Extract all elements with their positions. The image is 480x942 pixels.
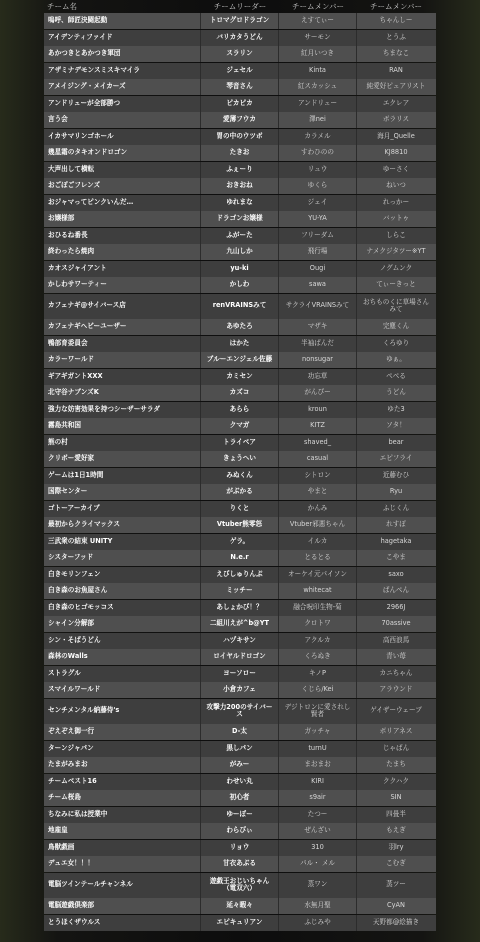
team-member-1-cell: sawa — [279, 277, 357, 293]
table-row — [44, 699, 436, 724]
team-leader-cell: 黒しパン — [201, 741, 279, 757]
team-leader-cell: クマガ — [201, 418, 279, 434]
team-leader-cell: えびしゅりんぷ — [201, 567, 279, 583]
team-leader-cell: N.e.r — [201, 550, 279, 566]
team-leader-cell: 二組川えが^b@YT — [201, 616, 279, 632]
team-name-cell: 電脳遊戯倶楽部 — [44, 898, 201, 914]
table-row — [44, 435, 436, 451]
team-name-cell: 白き森のヒゴモッコス — [44, 600, 201, 616]
table-row — [44, 162, 436, 178]
table-row — [44, 195, 436, 211]
team-member-1-cell: ジェイ — [279, 195, 357, 211]
team-member-1-cell: 澤nei — [279, 112, 357, 128]
team-leader-cell: ふがーた — [201, 228, 279, 244]
table-row — [44, 319, 436, 335]
team-leader-cell: ゆーぼー — [201, 807, 279, 823]
team-member-2-cell: とうふ — [386, 32, 406, 41]
header-team-name: チーム名 — [47, 2, 77, 11]
table-row — [44, 261, 436, 277]
team-name-cell: 大声出して横転 — [44, 162, 201, 178]
table-row — [44, 46, 436, 62]
team-member-2-cell: bear — [388, 437, 404, 446]
team-leader-cell: あゆたろ — [201, 319, 279, 335]
team-member-1-cell: Ougi — [279, 261, 357, 277]
table-row — [44, 807, 436, 823]
table-row — [44, 517, 436, 533]
team-member-2-cell: ナメクジタツー※YT — [366, 247, 426, 256]
team-leader-cell: おきおね — [201, 178, 279, 194]
team-leader-cell: ヨーソロー — [201, 666, 279, 682]
team-name-cell: 鳥獣戯画 — [44, 840, 201, 856]
team-member-1-cell: turnU — [279, 741, 357, 757]
table-row — [44, 649, 436, 665]
team-name-cell: 言う会 — [44, 112, 201, 128]
team-leader-cell: Vtuber熊零怒 — [201, 517, 279, 533]
team-leader-cell: あしょかび！？ — [201, 600, 279, 616]
team-name-cell: アザミナデモンスミスキマイラ — [44, 63, 201, 79]
table-row — [44, 402, 436, 418]
team-member-2-cell: しらこ — [386, 230, 406, 239]
table-row — [44, 550, 436, 566]
team-leader-cell: わせい丸 — [201, 774, 279, 790]
table-row — [44, 856, 436, 872]
team-member-2-cell: 天野都@絵描き — [372, 917, 420, 926]
table-row — [44, 757, 436, 773]
table-row — [44, 244, 436, 260]
team-member-2-cell: 海月_Quelle — [377, 131, 415, 140]
team-member-1-cell: シトロン — [279, 468, 357, 484]
team-name-cell: 終わったら焼肉 — [44, 244, 201, 260]
team-leader-cell: 琴音さん — [201, 79, 279, 95]
team-member-1-cell: サーモン — [279, 30, 357, 46]
table-row — [44, 724, 436, 740]
team-member-2-cell: れすぽ — [386, 520, 406, 529]
team-leader-cell: リョウ — [201, 840, 279, 856]
table-row — [44, 418, 436, 434]
team-member-2-cell: ゆた3 — [387, 404, 405, 413]
table-row — [44, 451, 436, 467]
team-name-cell: カフェナギヘビーユーザー — [44, 319, 201, 335]
team-member-2-cell: ばんぺん — [382, 586, 410, 595]
team-member-1-cell: アンドリュー — [279, 96, 357, 112]
team-name-cell: 幾星霜のタキオンドロゴン — [44, 145, 201, 161]
table-row — [44, 211, 436, 227]
table-row — [44, 178, 436, 194]
team-name-cell: シスターフッド — [44, 550, 201, 566]
team-member-1-cell: casual — [279, 451, 357, 467]
team-name-cell: 鴨部育委員会 — [44, 336, 201, 352]
team-leader-cell: がぶかる — [201, 484, 279, 500]
team-member-1-cell: 紅スカッシュ — [279, 79, 357, 95]
team-name-cell: お嬢様部 — [44, 211, 201, 227]
team-member-2-cell: じゃばん — [382, 743, 410, 752]
team-member-2-cell: エピフライ — [379, 454, 413, 463]
team-leader-cell: 延々暇々 — [201, 898, 279, 914]
team-member-2-cell: てぃーきっと — [376, 280, 416, 289]
team-member-2-cell: KJ8810 — [384, 148, 408, 157]
team-member-2-cell: ボリアネス — [379, 727, 413, 736]
team-member-1-cell: 蒸ワン — [279, 873, 357, 898]
team-name-cell: カラーワールド — [44, 352, 201, 368]
team-member-1-cell: キノP — [279, 666, 357, 682]
team-name-cell: イカサマリンゴホール — [44, 129, 201, 145]
team-leader-cell: スラリン — [201, 46, 279, 62]
team-name-cell: センチメンタル納藤侍's — [44, 699, 201, 724]
team-member-1-cell: nonsugar — [279, 352, 357, 368]
team-member-1-cell: すわひのの — [279, 145, 357, 161]
team-leader-cell: 小倉カフェ — [201, 682, 279, 698]
team-member-1-cell: まおまお — [279, 757, 357, 773]
team-name-cell: おごぽごフレンズ — [44, 178, 201, 194]
team-member-2-cell: こやま — [386, 553, 406, 562]
team-member-2-cell: カニちゃん — [379, 668, 413, 677]
team-member-1-cell: Vtuber邪悪ちゃん — [279, 517, 357, 533]
team-member-2-cell: アラウンド — [379, 685, 413, 694]
team-leader-cell: ジェセル — [201, 63, 279, 79]
team-member-2-cell: 青い苺 — [386, 652, 406, 661]
team-name-cell: おひるね番長 — [44, 228, 201, 244]
table-row — [44, 873, 436, 898]
table-row — [44, 385, 436, 401]
team-leader-cell: わらびぃ — [201, 823, 279, 839]
team-name-cell: シャイン分解部 — [44, 616, 201, 632]
team-name-cell: チーム桜島 — [44, 790, 201, 806]
team-member-1-cell: パル・ メル — [279, 856, 357, 872]
team-leader-cell: トライベア — [201, 435, 279, 451]
team-name-cell: とうほくザウルス — [44, 915, 201, 931]
team-leader-cell: ゲラ。 — [201, 534, 279, 550]
team-member-2-cell: SIN — [390, 793, 402, 802]
team-member-1-cell: ゆくら — [279, 178, 357, 194]
team-leader-cell: 胃の中のウツボ — [201, 129, 279, 145]
team-name-cell: 森林のWalls — [44, 649, 201, 665]
team-member-2-cell: ゲイザーウェーブ — [370, 706, 422, 715]
team-name-cell: あかつきとあかつき軍団 — [44, 46, 201, 62]
team-member-2-cell: バットゥ — [382, 214, 410, 223]
team-name-cell: カフェナギ@サイバース店 — [44, 294, 201, 319]
team-member-1-cell: ふじみや — [279, 915, 357, 931]
team-member-1-cell: ぜんざい — [279, 823, 357, 839]
team-leader-cell: ふぇーり — [201, 162, 279, 178]
table-row — [44, 534, 436, 550]
table-row — [44, 633, 436, 649]
team-leader-cell: 甘衣あぶる — [201, 856, 279, 872]
team-member-2-cell: ちゃんしー — [379, 16, 413, 25]
team-member-1-cell: KIRI — [279, 774, 357, 790]
table-row — [44, 468, 436, 484]
team-name-cell: 電脳ツインテールチャンネル — [44, 873, 201, 898]
team-name-cell: ギアギガントXXX — [44, 369, 201, 385]
team-member-2-cell: ゆーさく — [382, 164, 410, 173]
team-member-1-cell: リュウ — [279, 162, 357, 178]
team-leader-cell: きょうへい — [201, 451, 279, 467]
team-name-cell: カオスジャイアント — [44, 261, 201, 277]
team-member-2-cell: 蒸ツー — [386, 880, 406, 889]
team-leader-cell: yu-ki — [201, 261, 279, 277]
team-member-1-cell: Kinta — [279, 63, 357, 79]
table-row — [44, 666, 436, 682]
table-row — [44, 600, 436, 616]
team-member-2-cell: ふじくん — [382, 503, 410, 512]
team-leader-cell: ロイヤルドロゴン — [201, 649, 279, 665]
team-member-1-cell: がんぴー — [279, 385, 357, 401]
team-member-2-cell: おちものくに草場さんみて — [363, 297, 429, 313]
team-member-2-cell: 純愛好ピュアリスト — [366, 82, 426, 91]
team-leader-cell: 遊戯王おじいちゃん（電双六） — [201, 873, 279, 898]
team-member-2-cell: くろゆり — [382, 338, 410, 347]
team-member-2-cell: ねいつ — [386, 181, 406, 190]
team-member-1-cell: イルカ — [279, 534, 357, 550]
table-header — [44, 0, 436, 13]
table-row — [44, 567, 436, 583]
team-name-cell: 国際センター — [44, 484, 201, 500]
team-name-cell: 地雇皇 — [44, 823, 201, 839]
team-member-2-cell: たまち — [386, 760, 406, 769]
team-member-1-cell: s9air — [279, 790, 357, 806]
team-name-cell: ちなみに私は授業中 — [44, 807, 201, 823]
team-leader-cell: カミセン — [201, 369, 279, 385]
team-name-cell: ゲームは1日1時間 — [44, 468, 201, 484]
table-row — [44, 96, 436, 112]
team-member-1-cell: くろぬき — [279, 649, 357, 665]
team-name-cell: ターンジャパン — [44, 741, 201, 757]
header-team-member-1: チームメンバー — [292, 2, 344, 11]
table-row — [44, 774, 436, 790]
team-member-1-cell: たつー — [279, 807, 357, 823]
team-member-2-cell: こむぎ — [386, 859, 406, 868]
team-leader-cell: 攻撃力200のサイバース — [201, 699, 279, 724]
team-member-2-cell: 四畳半 — [386, 809, 406, 818]
table-row — [44, 112, 436, 128]
team-member-1-cell: ガッチャ — [279, 724, 357, 740]
team-leader-cell: りくと — [201, 501, 279, 517]
team-member-2-cell: ちまなこ — [382, 49, 410, 58]
table-row — [44, 30, 436, 46]
team-leader-cell: はかた — [201, 336, 279, 352]
team-member-2-cell: ノグムンク — [379, 263, 413, 272]
team-member-2-cell: hagetaka — [380, 536, 412, 545]
table-row — [44, 369, 436, 385]
team-leader-cell: ピカピカ — [201, 96, 279, 112]
team-leader-cell: ドラゴンお嬢様 — [201, 211, 279, 227]
team-member-1-cell: とるとる — [279, 550, 357, 566]
team-member-2-cell: ソタ！ — [386, 421, 406, 430]
team-leader-cell: renVRAINSみて — [201, 294, 279, 319]
team-name-cell: かしわサワーティー — [44, 277, 201, 293]
team-name-cell: アンドリューが全部勝つ — [44, 96, 201, 112]
team-member-1-cell: やまと — [279, 484, 357, 500]
table-row — [44, 682, 436, 698]
team-name-cell: 最初からクライマックス — [44, 517, 201, 533]
team-member-2-cell: ゆぁ。 — [386, 355, 406, 364]
team-member-1-cell: フリーダム — [279, 228, 357, 244]
team-name-cell: 強力な妨害効果を持つシーザーサラダ — [44, 402, 201, 418]
team-leader-cell: ハヅキサン — [201, 633, 279, 649]
team-member-1-cell: デジトロンに愛されし賢者 — [279, 699, 357, 724]
team-leader-cell: トロマグロドラゴン — [201, 13, 279, 29]
team-leader-cell: エピキュリアン — [201, 915, 279, 931]
team-member-2-cell: もえぎ — [386, 826, 406, 835]
team-name-cell: デュエ女！！！ — [44, 856, 201, 872]
team-member-2-cell: うどん — [386, 388, 406, 397]
table-row — [44, 915, 436, 931]
team-name-cell: シン・そばうどん — [44, 633, 201, 649]
team-member-1-cell: 紅月いつき — [279, 46, 357, 62]
team-member-1-cell: 水無月聖 — [279, 898, 357, 914]
team-member-1-cell: 功忘草 — [279, 369, 357, 385]
team-member-2-cell: 2966J — [386, 602, 406, 611]
team-member-1-cell: 融合呪印生物-菊 — [279, 600, 357, 616]
table-row — [44, 583, 436, 599]
team-member-2-cell: CyAN — [387, 901, 405, 910]
team-member-2-cell: RAN — [389, 65, 403, 74]
header-team-member-2: チームメンバー — [370, 2, 422, 11]
table-row — [44, 823, 436, 839]
team-name-cell: アメイジング・メイカーズ — [44, 79, 201, 95]
team-member-1-cell: 飛行場 — [279, 244, 357, 260]
team-member-2-cell: 高西浪馬 — [382, 635, 410, 644]
team-name-cell: 白きモリンフェン — [44, 567, 201, 583]
team-leader-cell: あらら — [201, 402, 279, 418]
table-row — [44, 898, 436, 914]
team-member-2-cell: 完塵くん — [382, 322, 410, 331]
team-member-1-cell: かんみ — [279, 501, 357, 517]
table-row — [44, 294, 436, 319]
team-name-cell: 霧島共和国 — [44, 418, 201, 434]
team-leader-cell: みぬくん — [201, 468, 279, 484]
team-name-cell: クリボー愛好家 — [44, 451, 201, 467]
team-member-2-cell: 羽lry — [388, 842, 404, 851]
table-row — [44, 336, 436, 352]
table-row — [44, 129, 436, 145]
team-member-1-cell: shaved_ — [279, 435, 357, 451]
table-row — [44, 13, 436, 29]
team-leader-cell: ブルーエンジェル佐藤 — [201, 352, 279, 368]
team-name-cell: ストラグル — [44, 666, 201, 682]
team-leader-cell: かしわ — [201, 277, 279, 293]
team-member-1-cell: kroun — [279, 402, 357, 418]
team-leader-cell: ゆれまな — [201, 195, 279, 211]
team-member-1-cell: whitecat — [279, 583, 357, 599]
team-member-1-cell: マザキ — [279, 319, 357, 335]
table-row — [44, 352, 436, 368]
team-member-1-cell: クロトワ — [279, 616, 357, 632]
table-row — [44, 741, 436, 757]
table-row — [44, 501, 436, 517]
team-leader-cell: 初心者 — [201, 790, 279, 806]
team-name-cell: 三武衆の結束 UNITY — [44, 534, 201, 550]
team-table-body — [44, 13, 436, 931]
team-member-2-cell: エクレア — [382, 98, 410, 107]
team-name-cell: 白き森のお魚屋さん — [44, 583, 201, 599]
team-leader-cell: ミッチー — [201, 583, 279, 599]
table-row — [44, 840, 436, 856]
team-member-1-cell: えすてぃー — [279, 13, 357, 29]
team-leader-cell: カズコ — [201, 385, 279, 401]
team-name-cell: 熊の村 — [44, 435, 201, 451]
team-leader-cell: がみー — [201, 757, 279, 773]
team-member-2-cell: ぺぺる — [386, 371, 406, 380]
team-member-2-cell: 近藤むひ — [382, 470, 410, 479]
team-member-2-cell: saxo — [388, 569, 404, 578]
team-name-cell: ぞえぞえ御一行 — [44, 724, 201, 740]
team-member-1-cell: 310 — [279, 840, 357, 856]
team-leader-cell: D-太 — [201, 724, 279, 740]
team-member-1-cell: くじら/Kei — [279, 682, 357, 698]
table-row — [44, 228, 436, 244]
team-name-cell: 嗚呼、師匠決闘起動 — [44, 13, 201, 29]
team-member-1-cell: サクライVRAINSみて — [279, 294, 357, 319]
team-name-cell: チームベスト16 — [44, 774, 201, 790]
team-leader-cell: バリカタうどん — [201, 30, 279, 46]
team-member-1-cell: 半袖ぱんだ — [279, 336, 357, 352]
team-member-2-cell: ククハク — [383, 776, 409, 785]
team-member-2-cell: ボラリス — [382, 115, 410, 124]
team-member-1-cell: KITZ — [279, 418, 357, 434]
table-row — [44, 277, 436, 293]
team-member-2-cell: Ryu — [389, 487, 403, 496]
table-row — [44, 616, 436, 632]
table-row — [44, 790, 436, 806]
team-member-1-cell: YU-YA — [279, 211, 357, 227]
team-name-cell: スマイルワールド — [44, 682, 201, 698]
team-name-cell: たまがみまお — [44, 757, 201, 773]
table-row — [44, 484, 436, 500]
team-leader-cell: 愛薄フウカ — [201, 112, 279, 128]
table-row — [44, 145, 436, 161]
team-leader-cell: 九山しか — [201, 244, 279, 260]
team-leader-cell: たきお — [201, 145, 279, 161]
team-member-1-cell: カラメル — [279, 129, 357, 145]
team-name-cell: おジャマってピンクいんだ… — [44, 195, 201, 211]
team-name-cell: アイデンティファイド — [44, 30, 201, 46]
table-row — [44, 79, 436, 95]
team-member-1-cell: アクルカ — [279, 633, 357, 649]
team-name-cell: 北守谷ナブンズK — [44, 385, 201, 401]
team-name-cell: ゴトーアーカイブ — [44, 501, 201, 517]
table-row — [44, 63, 436, 79]
team-member-1-cell: オーケイ元パイソン — [279, 567, 357, 583]
header-team-leader: チームリーダー — [213, 2, 267, 11]
team-member-2-cell: 70assive — [381, 619, 411, 628]
team-member-2-cell: れっかー — [382, 197, 410, 206]
